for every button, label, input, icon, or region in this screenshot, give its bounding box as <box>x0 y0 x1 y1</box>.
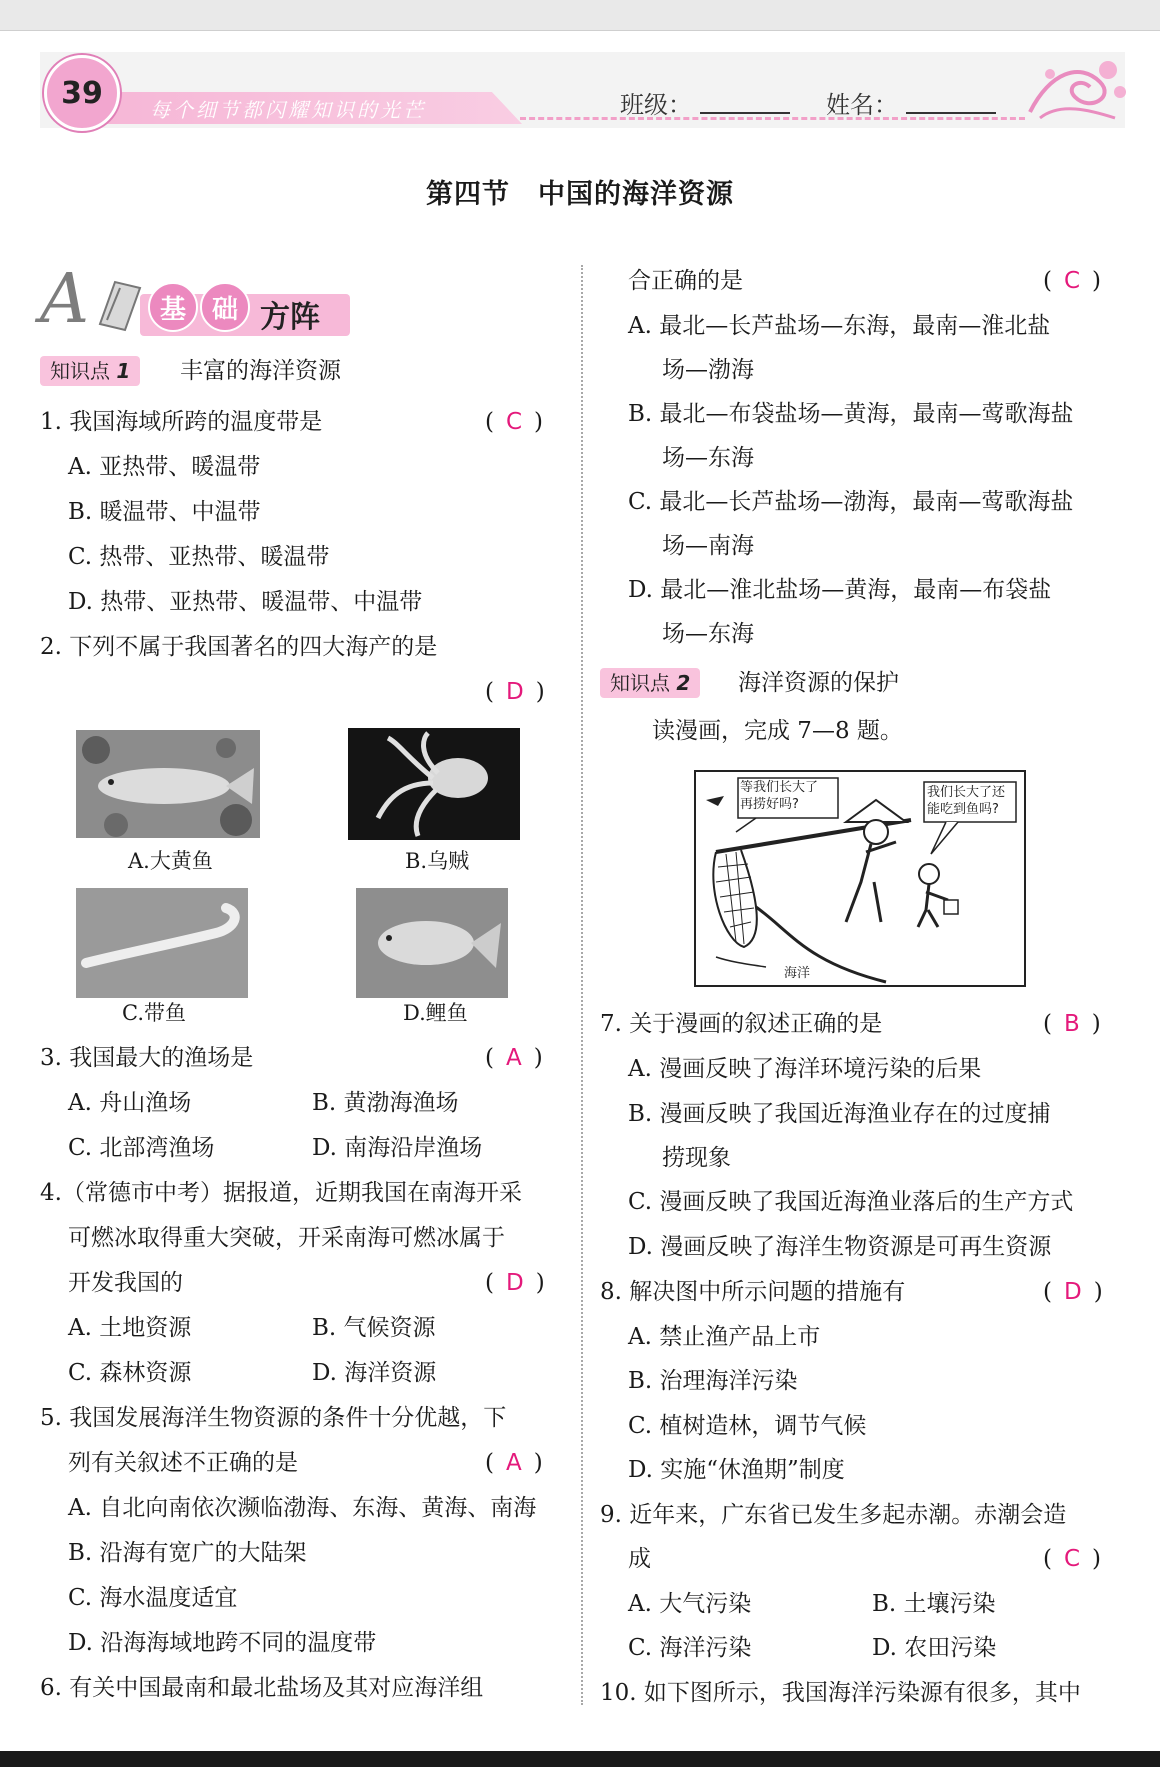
q3-option-a: A. 舟山渔场 <box>68 1090 192 1116</box>
q1-stem: 1. 我国海域所跨的温度带是 <box>40 409 323 435</box>
q9-line-1: 9. 近年来，广东省已发生多起赤潮。赤潮会造 <box>600 1502 1067 1528</box>
book-icon <box>95 274 145 334</box>
q5-answer: ( A ) <box>485 1450 543 1476</box>
q2-caption-c: C.带鱼 <box>122 1001 186 1025</box>
q2-caption-d: D.鲤鱼 <box>403 1001 468 1025</box>
q4-line-1: 4.（常德市中考）据报道，近期我国在南海开采 <box>40 1180 522 1206</box>
class-field[interactable] <box>700 112 790 114</box>
q8-option-d: D. 实施“休渔期”制度 <box>628 1457 845 1483</box>
q8-option-b: B. 治理海洋污染 <box>628 1368 798 1394</box>
cartoon-sea-label: 海洋 <box>784 966 811 981</box>
q4-line-2: 可燃冰取得重大突破，开采南海可燃冰属于 <box>68 1225 505 1251</box>
q7-option-a: A. 漫画反映了海洋环境污染的后果 <box>628 1056 982 1082</box>
header-dash-line <box>520 117 1025 120</box>
q6-line-2: 合正确的是 <box>628 268 743 294</box>
q5-option-b: B. 沿海有宽广的大陆架 <box>68 1540 307 1566</box>
q8-stem: 8. 解决图中所示问题的措施有 <box>600 1279 906 1305</box>
q1-option-b: B. 暖温带、中温带 <box>68 499 261 525</box>
column-divider <box>581 265 583 1705</box>
q1-option-d: D. 热带、亚热带、暖温带、中温带 <box>68 589 423 615</box>
knowledge-point-title: 海洋资源的保护 <box>738 670 899 696</box>
cartoon-bubble-left: 等我们长大了 再捞好吗? <box>740 780 819 812</box>
class-label: 班级： <box>620 91 692 119</box>
q7-option-d: D. 漫画反映了海洋生物资源是可再生资源 <box>628 1234 1052 1260</box>
q4-answer: ( D ) <box>485 1270 545 1296</box>
cuttlefish-image <box>348 728 520 840</box>
knowledge-point-title: 丰富的海洋资源 <box>180 358 341 384</box>
q4-option-b: B. 气候资源 <box>312 1315 436 1341</box>
banner-letter: A <box>40 260 90 339</box>
q3-stem: 3. 我国最大的渔场是 <box>40 1045 254 1071</box>
q8-option-a: A. 禁止渔产品上市 <box>628 1324 821 1350</box>
section-title: 第四节 中国的海洋资源 <box>426 179 734 210</box>
header-motto: 每个细节都闪耀知识的光芒 <box>150 98 426 122</box>
q4-option-a: A. 土地资源 <box>68 1315 192 1341</box>
q7-answer: ( B ) <box>1043 1011 1101 1037</box>
q9-line-2: 成 <box>628 1546 651 1572</box>
q7-option-b: B. 漫画反映了我国近海渔业存在的过度捕 <box>628 1101 1051 1127</box>
q6-option-c-cont: 场—南海 <box>662 533 754 559</box>
q3-option-b: B. 黄渤海渔场 <box>312 1090 459 1116</box>
q1-option-c: C. 热带、亚热带、暖温带 <box>68 544 330 570</box>
carp-image <box>356 888 508 998</box>
q8-answer: ( D ) <box>1043 1279 1103 1305</box>
name-label: 姓名： <box>826 91 898 119</box>
q7-option-c: C. 漫画反映了我国近海渔业落后的生产方式 <box>628 1189 1074 1215</box>
q3-option-d: D. 南海沿岸渔场 <box>312 1135 483 1161</box>
banner-char-1: 基 <box>148 282 198 332</box>
cartoon-bubble-right: 我们长大了还 能吃到鱼吗? <box>927 785 1006 817</box>
q6-line-1: 6. 有关中国最南和最北盐场及其对应海洋组 <box>40 1675 484 1701</box>
viewer-bottom-bar <box>0 1751 1160 1767</box>
banner-text: 方阵 <box>260 300 320 335</box>
q5-option-c: C. 海水温度适宜 <box>68 1585 238 1611</box>
q2-caption-b: B.乌贼 <box>405 849 470 873</box>
q1-answer: ( C ) <box>485 409 544 435</box>
q3-option-c: C. 北部湾渔场 <box>68 1135 215 1161</box>
knowledge-point-tag: 知识点 2 <box>600 668 700 698</box>
viewer-top-bar <box>0 0 1160 31</box>
q5-line-2: 列有关叙述不正确的是 <box>68 1450 298 1476</box>
read-prompt: 读漫画，完成 7—8 题。 <box>652 718 903 744</box>
q9-option-b: B. 土壤污染 <box>872 1591 996 1617</box>
page-number-badge <box>44 55 120 131</box>
q6-option-d: D. 最北—淮北盐场—黄海，最南—布袋盐 <box>628 577 1052 603</box>
q2-answer: ( D ) <box>485 679 545 705</box>
q6-option-a-cont: 场—渤海 <box>662 357 754 383</box>
q5-option-a: A. 自北向南依次濒临渤海、东海、黄海、南海 <box>68 1495 537 1521</box>
q4-option-d: D. 海洋资源 <box>312 1360 437 1386</box>
hairtail-image <box>76 888 248 998</box>
basic-drill-banner <box>40 260 352 339</box>
q7-stem: 7. 关于漫画的叙述正确的是 <box>600 1011 883 1037</box>
q4-option-c: C. 森林资源 <box>68 1360 192 1386</box>
q6-option-b: B. 最北—布袋盐场—黄海，最南—莺歌海盐 <box>628 401 1074 427</box>
q6-answer: ( C ) <box>1043 268 1102 294</box>
q5-line-1: 5. 我国发展海洋生物资源的条件十分优越，下 <box>40 1405 507 1431</box>
knowledge-point-tag: 知识点 1 <box>40 356 140 386</box>
q3-answer: ( A ) <box>485 1045 543 1071</box>
q6-option-c: C. 最北—长芦盐场—渤海，最南—莺歌海盐 <box>628 489 1074 515</box>
page-number: 39 <box>61 75 103 111</box>
q2-caption-a: A.大黄鱼 <box>128 849 213 873</box>
q2-stem: 2. 下列不属于我国著名的四大海产的是 <box>40 634 438 660</box>
q7-option-b-cont: 捞现象 <box>662 1145 731 1171</box>
q9-option-c: C. 海洋污染 <box>628 1635 752 1661</box>
name-field[interactable] <box>906 112 996 114</box>
q9-answer: ( C ) <box>1043 1546 1102 1572</box>
q6-option-d-cont: 场—东海 <box>662 621 754 647</box>
yellow-croaker-image <box>76 730 260 838</box>
q8-option-c: C. 植树造林，调节气候 <box>628 1413 867 1439</box>
overfishing-cartoon <box>694 770 1026 987</box>
banner-char-2: 础 <box>200 282 250 332</box>
q9-option-a: A. 大气污染 <box>628 1591 752 1617</box>
q4-line-3: 开发我国的 <box>68 1270 183 1296</box>
q10-stem: 10. 如下图所示，我国海洋污染源有很多，其中 <box>600 1680 1081 1706</box>
q6-option-a: A. 最北—长芦盐场—东海，最南—淮北盐 <box>628 313 1051 339</box>
q9-option-d: D. 农田污染 <box>872 1635 997 1661</box>
floral-ornament-icon <box>1020 52 1130 128</box>
q6-option-b-cont: 场—东海 <box>662 445 754 471</box>
q1-option-a: A. 亚热带、暖温带 <box>68 454 261 480</box>
q5-option-d: D. 沿海海域地跨不同的温度带 <box>68 1630 377 1656</box>
